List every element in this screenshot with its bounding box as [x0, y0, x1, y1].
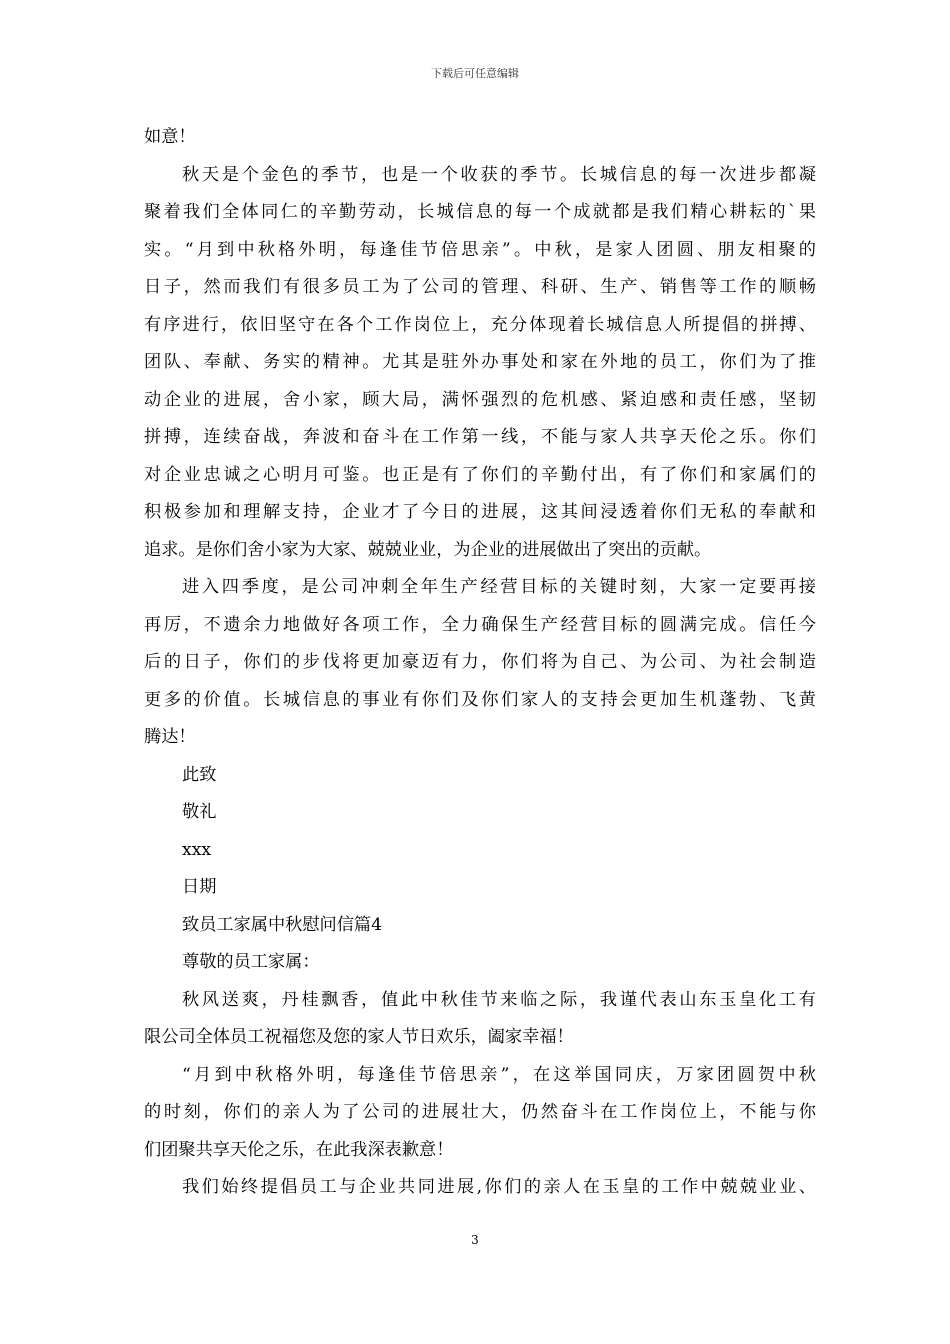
paragraph-line: 聚着我们全体同仁的辛勤劳动，长城信息的每一个成就都是我们精心耕耘的`果	[144, 202, 816, 222]
paragraph-line: 限公司全体员工祝福您及您的家人节日欢乐，阖家幸福！	[144, 1027, 574, 1047]
date-line: 日期	[182, 877, 217, 897]
paragraph-line: 腾达！	[144, 727, 196, 747]
paragraph-line: 秋风送爽，丹桂飘香，值此中秋佳节来临之际，我谨代表山东玉皇化工有	[182, 989, 816, 1010]
text-line: 如意！	[144, 127, 196, 147]
section-title: 致员工家属中秋慰问信篇4	[182, 914, 382, 935]
paragraph-line: 动企业的进展，舍小家，顾大局，满怀强烈的危机感、紧迫感和责任感，坚韧	[144, 389, 816, 410]
paragraph-line: 更多的价值。长城信息的事业有你们及你们家人的支持会更加生机蓬勃、飞黄	[144, 689, 816, 710]
document-body	[144, 119, 816, 1207]
paragraph-line: 拼搏，连续奋战，奔波和奋斗在工作第一线，不能与家人共享天伦之乐。你们	[144, 427, 816, 447]
page-header: 下载后可任意编辑	[431, 67, 519, 80]
paragraph-line: 有序进行，依旧坚守在各个工作岗位上，充分体现着长城信息人所提倡的拼搏、	[144, 314, 816, 335]
paragraph-line: 日子，然而我们有很多员工为了公司的管理、科研、生产、销售等工作的顺畅	[144, 277, 816, 297]
paragraph-line: 团队、奉献、务实的精神。尤其是驻外办事处和家在外地的员工，你们为了推	[144, 352, 816, 372]
salutation-line: 尊敬的员工家属：	[182, 952, 320, 972]
paragraph-line: 对企业忠诚之心明月可鉴。也正是有了你们的辛勤付出，有了你们和家属们的	[144, 464, 816, 485]
closing-line: 此致	[182, 764, 217, 785]
paragraph-line: 我们始终提倡员工与企业共同进展,你们的亲人在玉皇的工作中兢兢业业、	[182, 1177, 816, 1197]
paragraph-line: 们团聚共享天伦之乐，在此我深表歉意！	[144, 1139, 454, 1160]
paragraph-line: 后的日子，你们的步伐将更加豪迈有力，你们将为自己、为公司、为社会制造	[144, 652, 816, 672]
paragraph-line: 再厉，不遗余力地做好各项工作，全力确保生产经营目标的圆满完成。信任今	[144, 614, 816, 635]
signature-line: xxx	[182, 839, 212, 860]
paragraph-line: 追求。是你们舍小家为大家、兢兢业业，为企业的进展做出了突出的贡献。	[144, 539, 712, 560]
paragraph-line: 实。“月到中秋格外明，每逢佳节倍思亲”。中秋，是家人团圆、朋友相聚的	[144, 239, 816, 260]
paragraph-line: 积极参加和理解支持，企业才了今日的进展，这其间浸透着你们无私的奉献和	[144, 502, 816, 522]
paragraph-line: 的时刻，你们的亲人为了公司的进展壮大，仍然奋斗在工作岗位上，不能与你	[144, 1102, 816, 1122]
paragraph-line: 进入四季度，是公司冲刺全年生产经营目标的关键时刻，大家一定要再接	[182, 577, 816, 597]
page-number: 3	[471, 1233, 479, 1247]
closing-line: 敬礼	[182, 802, 217, 822]
paragraph-line: 秋天是个金色的季节，也是一个收获的季节。长城信息的每一次进步都凝	[182, 164, 816, 185]
paragraph-line: “月到中秋格外明，每逢佳节倍思亲”，在这举国同庆，万家团圆贺中秋	[182, 1064, 816, 1085]
